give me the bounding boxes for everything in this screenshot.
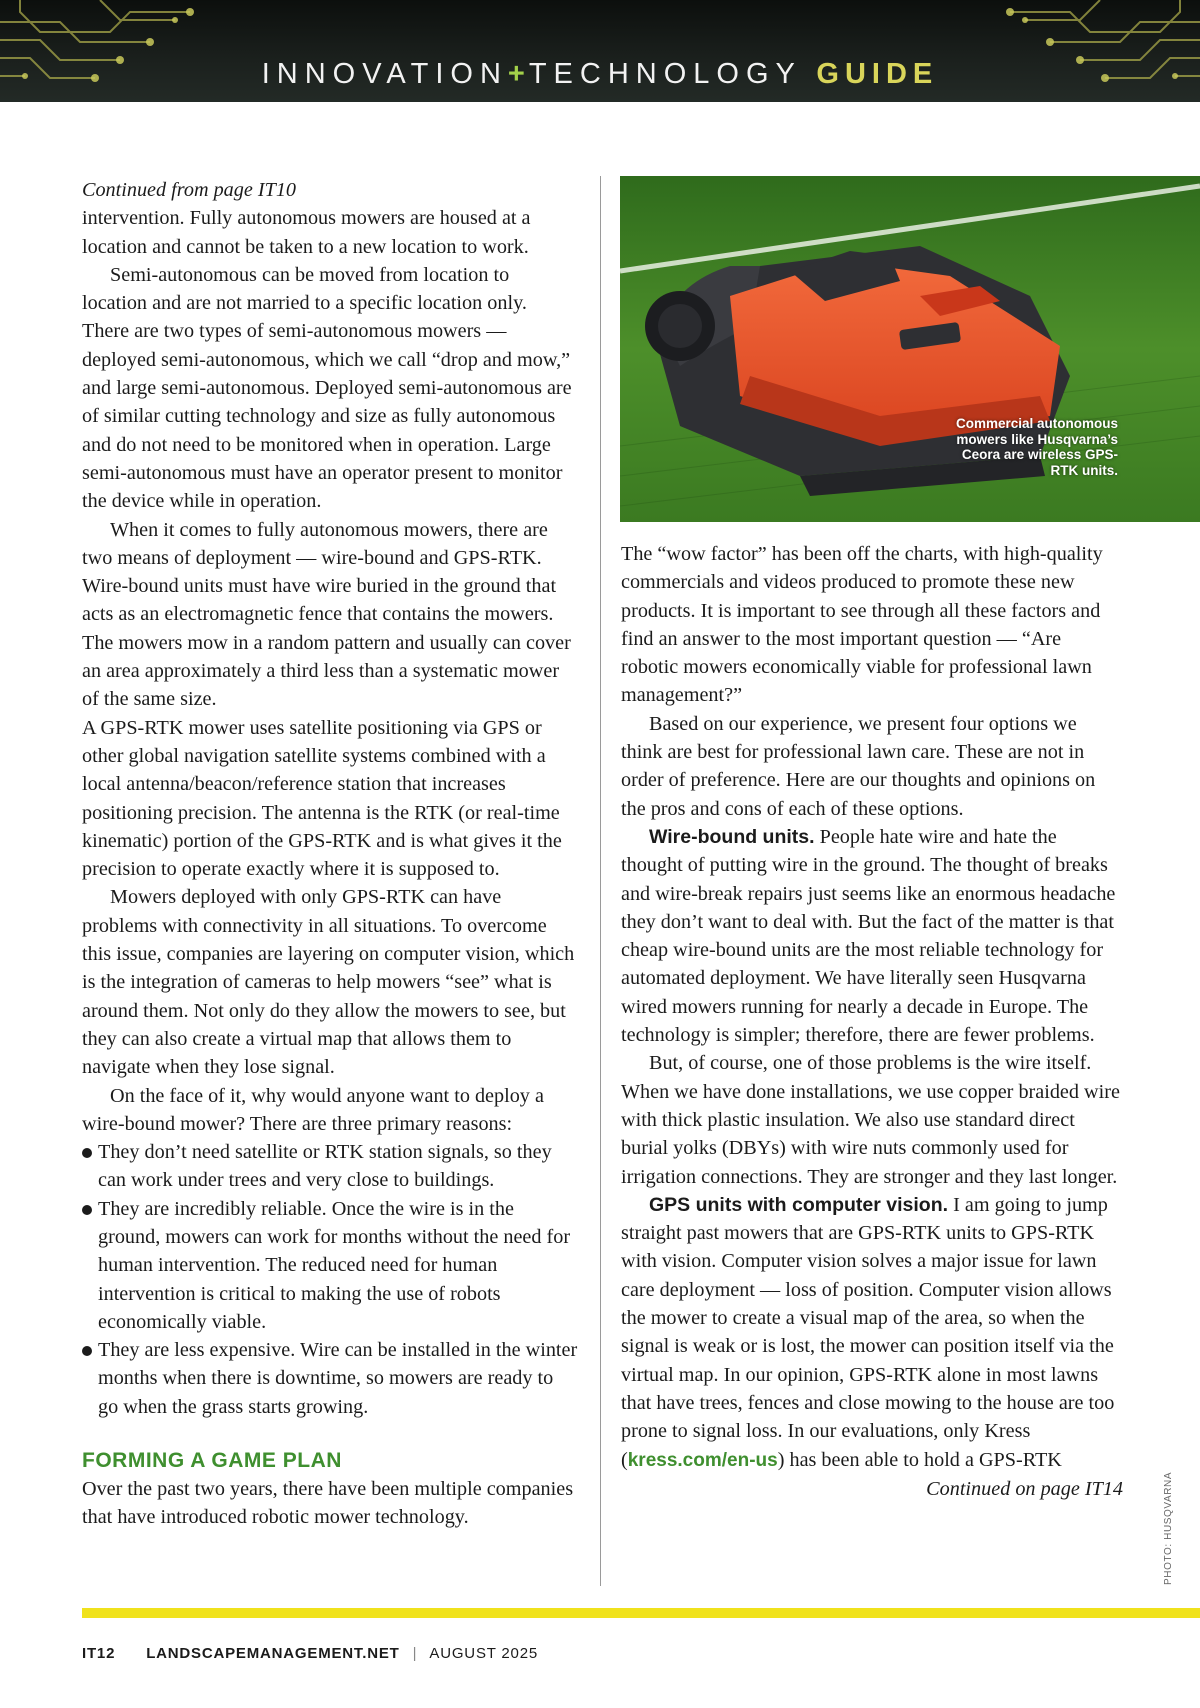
- plus-icon: +: [507, 58, 529, 90]
- photo-credit: PHOTO: HUSQVARNA: [1163, 1471, 1174, 1585]
- list-item: [82, 1195, 578, 1336]
- reasons-list: [82, 1138, 578, 1421]
- footer-separator: |: [412, 1645, 418, 1662]
- paragraph: A GPS-RTK mower uses satellite positioning via GPS or other global navigation satellite systems combined with a local antenna/beacon/reference station that increases positioning precision. The antenna is the RTK (or real-time kinematic) portion of the GPS-RTK and is what gives it the precision to operate exactly where it is supposed to.: [82, 716, 562, 881]
- issue-date: AUGUST 2025: [429, 1645, 538, 1662]
- continued-from-note: Continued from page IT10: [82, 179, 297, 201]
- paragraph: But, of course, one of those problems is the wire itself. When we have done installations, we use copper braided wire with thick plastic insulation. We also use standard direct burial yolks (DBYs) with wire nuts commonly used for irrigation connections. They are stronger and they last longer.: [621, 1052, 1120, 1188]
- list-item-text: They are incredibly reliable. Once the wire is in the ground, mowers can work for months without the need for human intervention. The reduced need for human intervention is critical to making the use of robots economically viable.: [98, 1197, 571, 1333]
- paragraph-text: People hate wire and hate the thought of putting wire in the ground. The thought of breaks and wire-break repairs just seems like an enormous headache they don’t want to deal with. But the fact of the matter is that cheap wire-bound units are the most reliable technology for automated deployment. We have literally seen Husqvarna wired mowers running for nearly a decade in Europe. The technology is simpler; therefore, there are fewer problems.: [621, 825, 1116, 1047]
- paragraph: [621, 823, 1123, 1049]
- photo-caption: Commercial autonomous mowers like Husqvarna’s Ceora are wireless GPS-RTK units.: [955, 416, 1118, 478]
- list-item-text: They are less expensive. Wire can be installed in the winter months when there is downtime, so mowers are ready to go when the grass starts growing.: [98, 1339, 578, 1418]
- run-in-heading: GPS units with computer vision.: [649, 1193, 949, 1216]
- subheading: FORMING A GAME PLAN: [82, 1449, 342, 1473]
- paragraph: Mowers deployed with only GPS-RTK can have problems with connectivity in all situations. To overcome this issue, companies are layering on computer vision, which is the integration of cameras to help mowers “see” what is around them. Not only do they allow the mowers to see, but they can also create a virtual map that allows them to navigate when they lose signal.: [82, 886, 575, 1079]
- publication-site: LANDSCAPEMANAGEMENT.NET: [146, 1645, 400, 1662]
- page-number: IT12: [82, 1645, 116, 1662]
- list-item: [82, 1138, 578, 1195]
- kress-link[interactable]: kress.com/en-us: [627, 1449, 778, 1471]
- page-footer: [82, 1645, 538, 1662]
- footer-rule: [82, 1608, 1200, 1618]
- bullet-icon: [82, 1205, 92, 1215]
- continued-on-note: Continued on page IT14: [926, 1477, 1123, 1500]
- run-in-heading: Wire-bound units.: [649, 825, 815, 848]
- right-column: [621, 540, 1123, 1503]
- title-innovation: INNOVATION: [261, 58, 508, 90]
- list-item-text: They don’t need satellite or RTK station signals, so they can work under trees and very close to buildings.: [98, 1141, 552, 1192]
- title-guide: GUIDE: [816, 58, 939, 90]
- title-technology: TECHNOLOGY: [528, 58, 802, 90]
- paragraph: The “wow factor” has been off the charts, with high-quality commercials and videos produced to promote these new products. It is important to see through all these factors and find an answer to the most important question — “Are robotic mowers economically viable for professional lawn management?”: [621, 543, 1103, 707]
- column-divider: [600, 176, 601, 1586]
- paragraph: [621, 1191, 1123, 1475]
- bullet-icon: [82, 1148, 92, 1158]
- section-title: [0, 58, 1200, 91]
- section-header-banner: [0, 0, 1200, 102]
- paragraph: On the face of it, why would anyone want to deploy a wire-bound mower? There are three primary reasons:: [82, 1084, 544, 1135]
- paragraph: When it comes to fully autonomous mowers, there are two means of deployment — wire-bound and GPS-RTK. Wire-bound units must have wire buried in the ground that acts as an electromagnetic fence that contains the mowers. The mowers mow in a random pattern and usually can cover an area approximately a third less than a systematic mower of the same size.: [82, 518, 571, 711]
- paragraph-text: ) has been able to hold a GPS-RTK: [777, 1448, 1062, 1471]
- paragraph: intervention. Fully autonomous mowers are housed at a location and cannot be taken to a new location to work.: [82, 207, 531, 258]
- paragraph: Over the past two years, there have been multiple companies that have introduced robotic mower technology.: [82, 1478, 574, 1529]
- bullet-icon: [82, 1346, 92, 1356]
- paragraph-text: I am going to jump straight past mowers that are GPS-RTK units to GPS-RTK with vision. Computer vision solves a major issue for lawn care deployment — loss of position. Computer vision allows the mower to create a visual map of the area, so when the signal is weak or is lost, the mower can position itself via the virtual map. In our opinion, GPS-RTK alone in most lawns that have trees, fences and close mowing to the house are too prone to signal loss. In our evaluations, only Kress (: [621, 1193, 1115, 1471]
- paragraph: Based on our experience, we present four options we think are best for professional lawn care. These are not in order of preference. Here are our thoughts and opinions on the pros and cons of each of these options.: [621, 712, 1096, 820]
- left-column: [82, 176, 578, 1532]
- list-item: [82, 1336, 578, 1421]
- paragraph: Semi-autonomous can be moved from location to location and are not married to a specific location only. There are two types of semi-autonomous mowers — deployed semi-autonomous, which we call “drop and mow,” and large semi-autonomous. Deployed semi-autonomous are of similar cutting technology and size as fully autonomous and do not need to be monitored when in operation. Large semi-autonomous must have an operator present to monitor the device while in operation.: [82, 263, 572, 513]
